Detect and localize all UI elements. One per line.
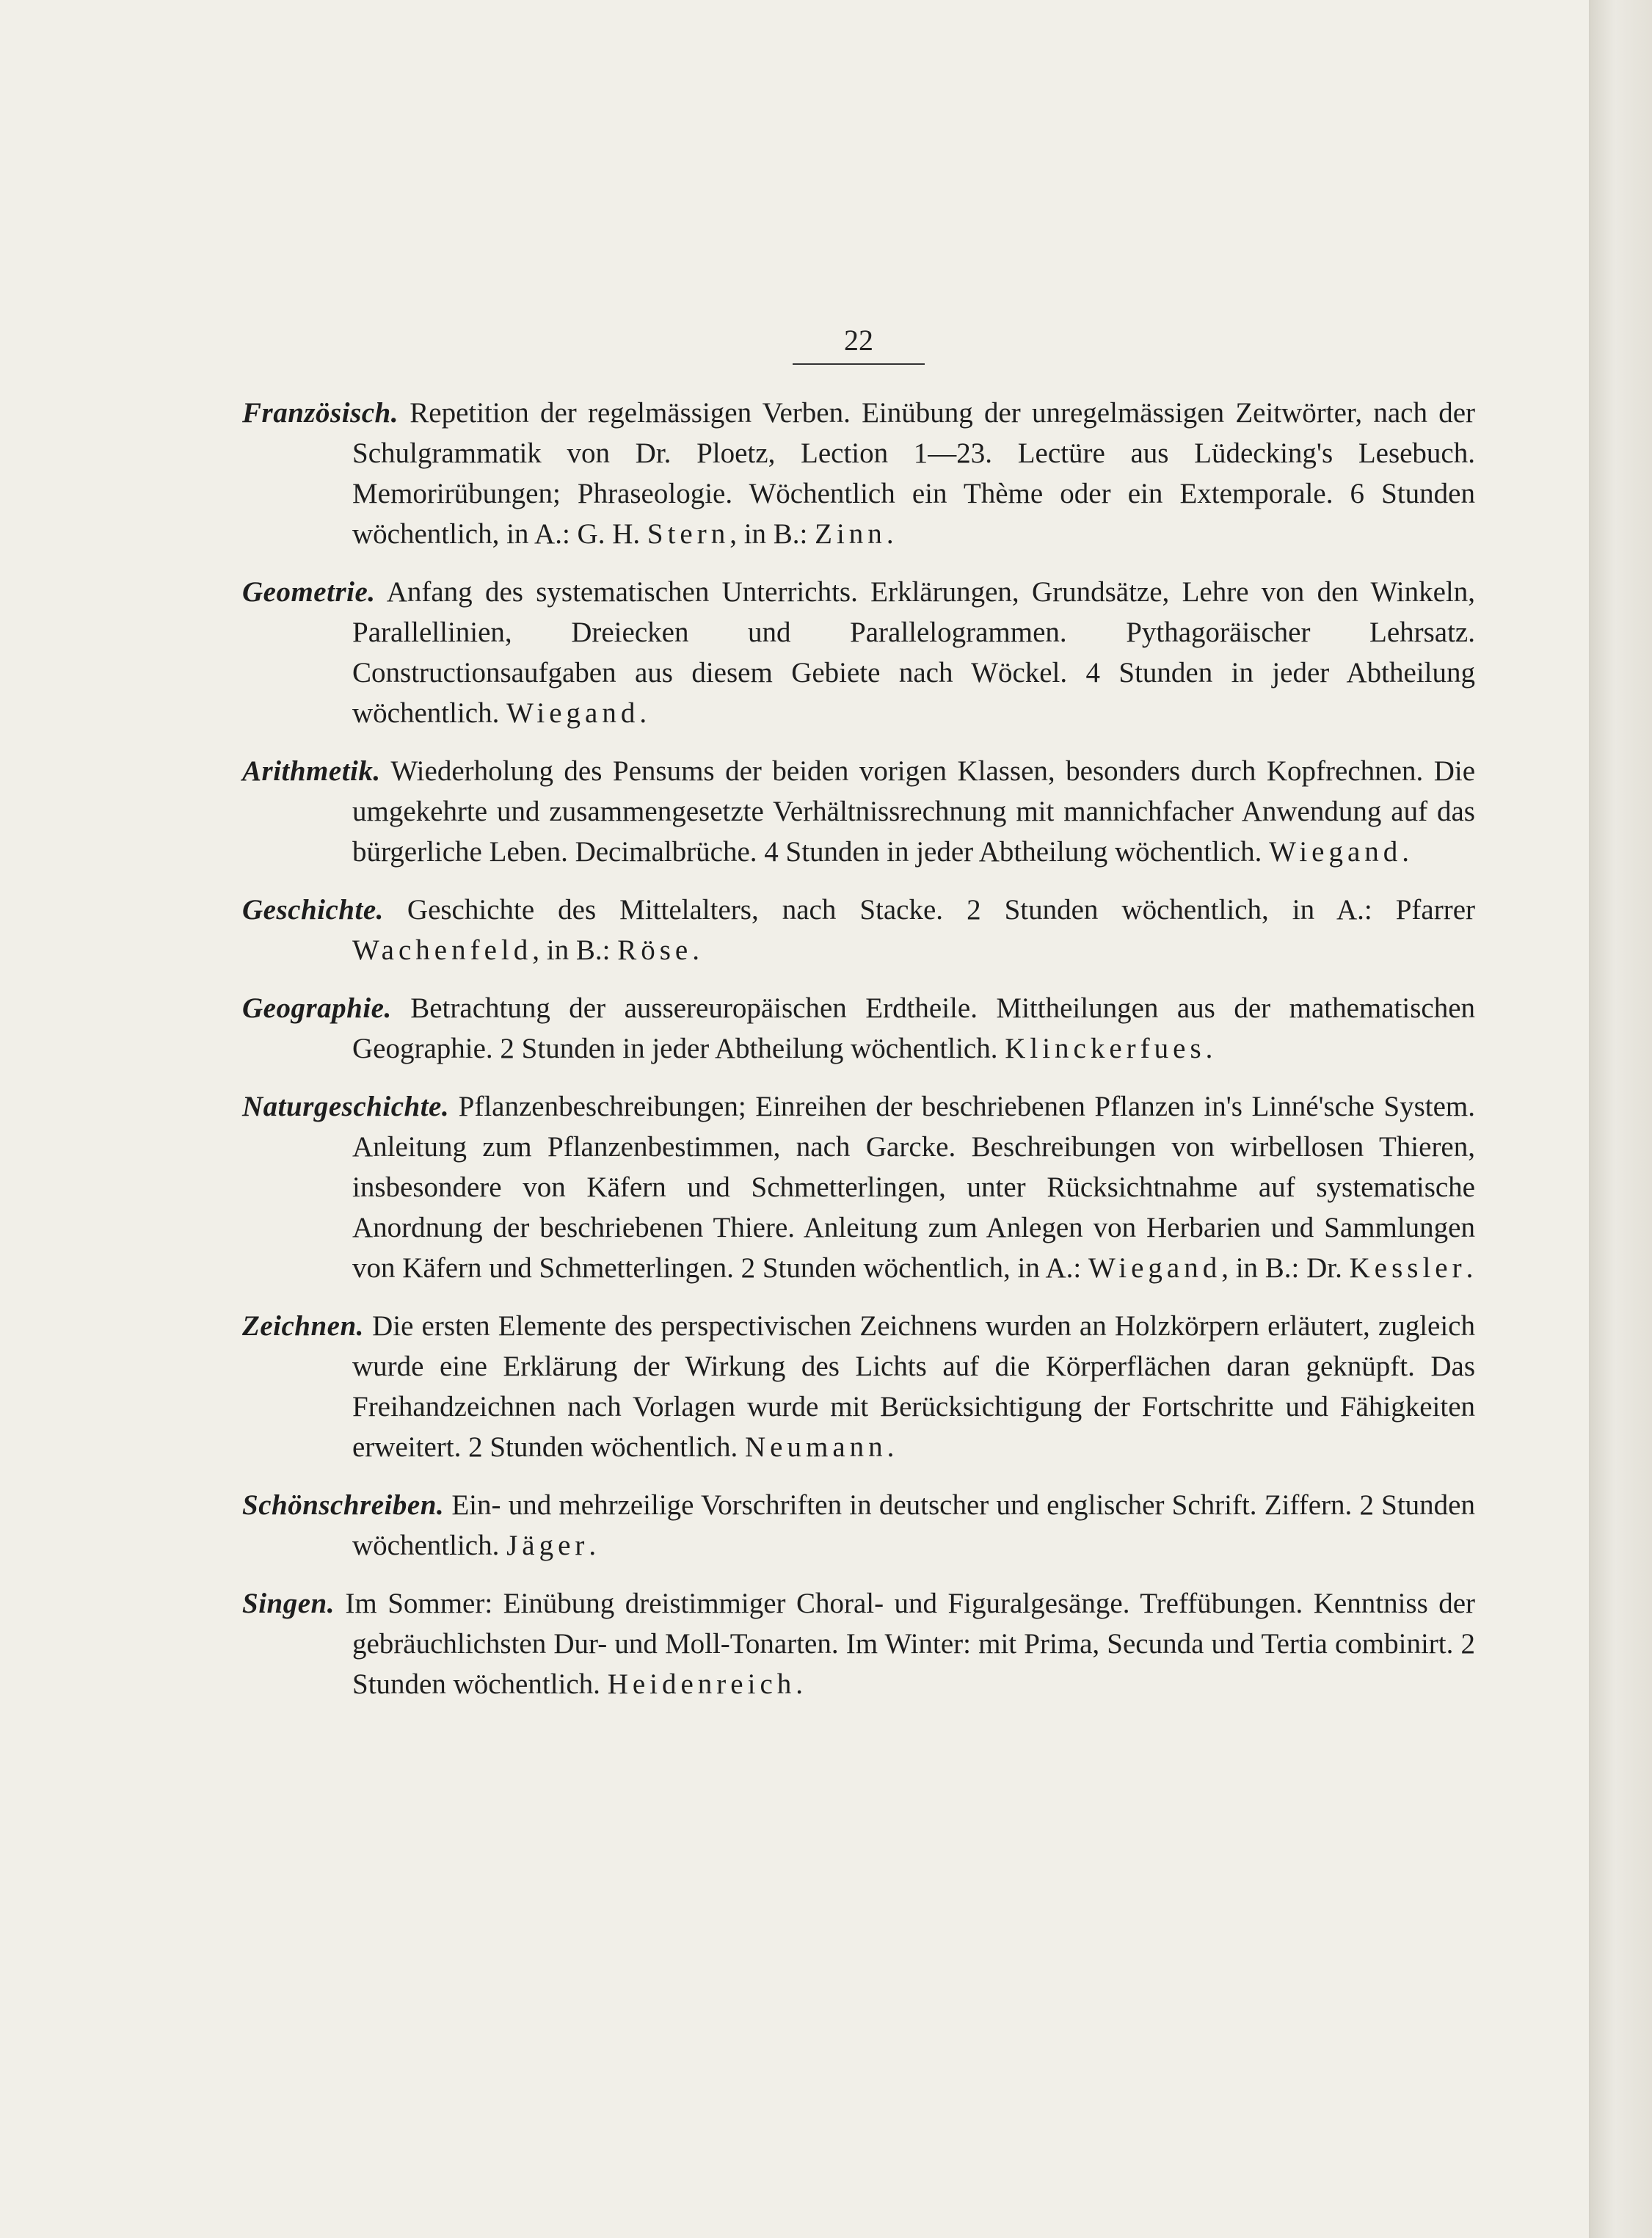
subject-heading: Geographie. [242, 992, 392, 1024]
entry-naturgeschichte [242, 1086, 1475, 1288]
teacher-name: Wiegand [1269, 836, 1402, 868]
entry-text: Wiederholung des Pensums der beiden vorigen Klassen, besonders durch Kopfrechnen. Die umgekehrte und zusammengesetzte Verhältnissrechnung mit mannichfacher Anwendung auf das bürgerliche Leben. Decimalbrüche. 4 Stunden in jeder Abtheilung wöchentlich. [352, 755, 1476, 868]
entry-text: Im Sommer: Einübung dreistimmiger Choral- und Figuralgesänge. Treffübungen. Kenntniss der gebräuchlichsten Dur- und Moll-Tonarten. Im Winter: mit Prima, Secunda und Tertia combinirt. 2 Stunden wöchentlich. [345, 1588, 1475, 1700]
entry-text: . [887, 1431, 895, 1463]
page-edge [1590, 0, 1652, 2238]
entry-text: . [1466, 1252, 1474, 1284]
curriculum-text [242, 393, 1475, 1722]
entry-geographie [242, 988, 1475, 1069]
teacher-name: Wiegand [506, 697, 640, 729]
teacher-name: Heidenreich [607, 1668, 796, 1700]
entry-text: . [1402, 836, 1410, 868]
subject-heading: Zeichnen. [242, 1310, 364, 1342]
entry-text: . [796, 1668, 804, 1700]
entry-text: . [1205, 1033, 1213, 1064]
subject-heading: Geometrie. [242, 576, 376, 608]
entry-text: Anfang des systematischen Unterrichts. Erklärungen, Grundsätze, Lehre von den Winkeln, Parallellinien, Dreiecken und Parallelogrammen. Pythagoräischer Lehrsatz. Constructionsaufgaben aus diesem Gebiete nach Wöckel. 4 Stunden in jeder Abtheilung wöchentlich. [352, 576, 1475, 729]
entry-singen [242, 1583, 1475, 1704]
entry-franzoesisch [242, 393, 1475, 554]
entry-text: . [692, 934, 699, 966]
entry-zeichnen [242, 1306, 1475, 1467]
entry-text: Pflanzenbeschreibungen; Einreihen der beschriebenen Pflanzen in's Linné'sche System. Anleitung zum Pflanzenbestimmen, nach Garcke. Beschreibungen von wirbellosen Thieren, insbesondere von Käfern und Schmetterlingen, unter Rücksichtnahme auf systematische Anordnung der beschriebenen Thiere. Anleitung zum Anlegen von Herbarien und Sammlungen von Käfern und Schmetterlingen. 2 Stunden wöchentlich, in A.: [352, 1091, 1476, 1284]
entry-text: Repetition der regelmässigen Verben. Einübung der unregelmässigen Zeitwörter, nach der Schulgrammatik von Dr. Ploetz, Lection 1—23. Lectüre aus Lüdecking's Lesebuch. Memorirübungen; Phraseologie. Wöchentlich ein Thème oder ein Extemporale. 6 Stunden wöchentlich, in A.: G. H. [352, 397, 1476, 550]
entry-text: , in B.: [729, 518, 815, 550]
teacher-name: Wachenfeld [352, 934, 533, 966]
page-number: 22 [793, 323, 925, 365]
teacher-name: Neumann [745, 1431, 887, 1463]
entry-text: , in B.: Dr. [1221, 1252, 1350, 1284]
entry-arithmetik [242, 751, 1475, 872]
entry-text: , in B.: [532, 934, 618, 966]
entry-text: . [886, 518, 894, 550]
entry-schoenschreiben [242, 1485, 1475, 1566]
entry-geschichte [242, 890, 1475, 970]
entry-geometrie [242, 572, 1475, 733]
subject-heading: Arithmetik. [242, 755, 381, 787]
teacher-name: Kessler [1349, 1252, 1466, 1284]
teacher-name: Wiegand [1088, 1252, 1222, 1284]
subject-heading: Schönschreiben. [242, 1489, 445, 1521]
teacher-name: Stern [647, 518, 730, 550]
entry-text: Geschichte des Mittelalters, nach Stacke. 2 Stunden wöchentlich, in A.: Pfarrer [407, 894, 1475, 926]
subject-heading: Geschichte. [242, 894, 384, 926]
teacher-name: Röse [617, 934, 693, 966]
subject-heading: Singen. [242, 1588, 335, 1619]
subject-heading: Naturgeschichte. [242, 1091, 450, 1122]
teacher-name: Klinckerfues [1005, 1033, 1206, 1064]
teacher-name: Zinn [815, 518, 887, 550]
subject-heading: Französisch. [242, 397, 399, 429]
entry-text: . [639, 697, 647, 729]
entry-text: Betrachtung der aussereuropäischen Erdtheile. Mittheilungen aus der mathematischen Geographie. 2 Stunden in jeder Abtheilung wöchentlich. [352, 992, 1476, 1064]
teacher-name: Jäger [506, 1530, 589, 1561]
entry-text: Die ersten Elemente des perspectivischen Zeichnens wurden an Holzkörpern erläutert, zugleich wurde eine Erklärung der Wirkung des Lichts auf die Körperflächen daran geknüpft. Das Freihandzeichnen nach Vorlagen wurde mit Berücksichtigung der Fortschritte und Fähigkeiten erweitert. 2 Stunden wöchentlich. [352, 1310, 1475, 1463]
entry-text: Ein- und mehrzeilige Vorschriften in deutscher und englischer Schrift. Ziffern. 2 Stunden wöchentlich. [352, 1489, 1475, 1561]
entry-text: . [589, 1530, 597, 1561]
